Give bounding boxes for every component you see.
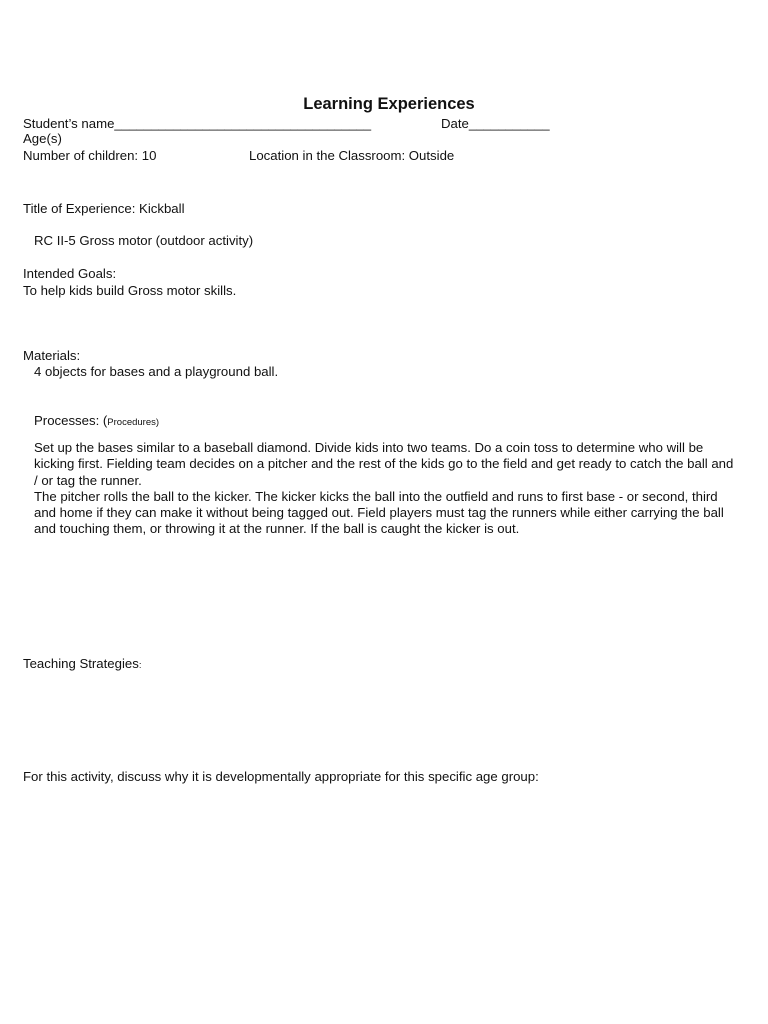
processes-paragraph-2: The pitcher rolls the ball to the kicker. The kicker kicks the ball into the outfield and runs to first base - or second, third and home if they can make it without being tagged out. Field players must tag the runners while either carrying the ball and touching them, or throwing it at the runner. If the ball is caught the kicker is out. bbox=[34, 488, 724, 537]
location: Location in the Classroom: Outside bbox=[249, 148, 455, 163]
teaching-strategies-colon: : bbox=[138, 660, 142, 671]
goals-text: To help kids build Gross motor skills. bbox=[23, 283, 237, 298]
student-name-field: Student’s name___________________________________ bbox=[23, 116, 372, 131]
materials-text: 4 objects for bases and a playground ball. bbox=[34, 364, 279, 379]
teaching-strategies-label: Teaching Strategies bbox=[23, 656, 139, 671]
processes-heading-text: Processes: ( bbox=[34, 413, 108, 428]
teaching-strategies-heading bbox=[23, 656, 141, 674]
materials-heading: Materials: bbox=[23, 348, 81, 363]
date-field: Date___________ bbox=[441, 116, 550, 131]
children-count: Number of children: 10 bbox=[23, 148, 157, 163]
goals-heading: Intended Goals: bbox=[23, 266, 117, 281]
appropriateness-question: For this activity, discuss why it is developmentally appropriate for this specific age group: bbox=[23, 769, 539, 784]
ages-field: Age(s) bbox=[23, 131, 62, 146]
experience-title: Title of Experience: Kickball bbox=[23, 201, 185, 216]
processes-heading-small: Procedures) bbox=[107, 417, 160, 428]
processes-body bbox=[34, 440, 740, 538]
processes-paragraph-1: Set up the bases similar to a baseball diamond. Divide kids into two teams. Do a coin toss to determine who will be kicking first. Fielding team decides on a pitcher and the rest of the kids go to the field and get ready to catch the ball and / or tag the runner. bbox=[34, 440, 734, 488]
document-title: Learning Experiences bbox=[303, 95, 475, 113]
processes-heading bbox=[34, 413, 159, 431]
standard-code: RC II-5 Gross motor (outdoor activity) bbox=[34, 233, 254, 248]
